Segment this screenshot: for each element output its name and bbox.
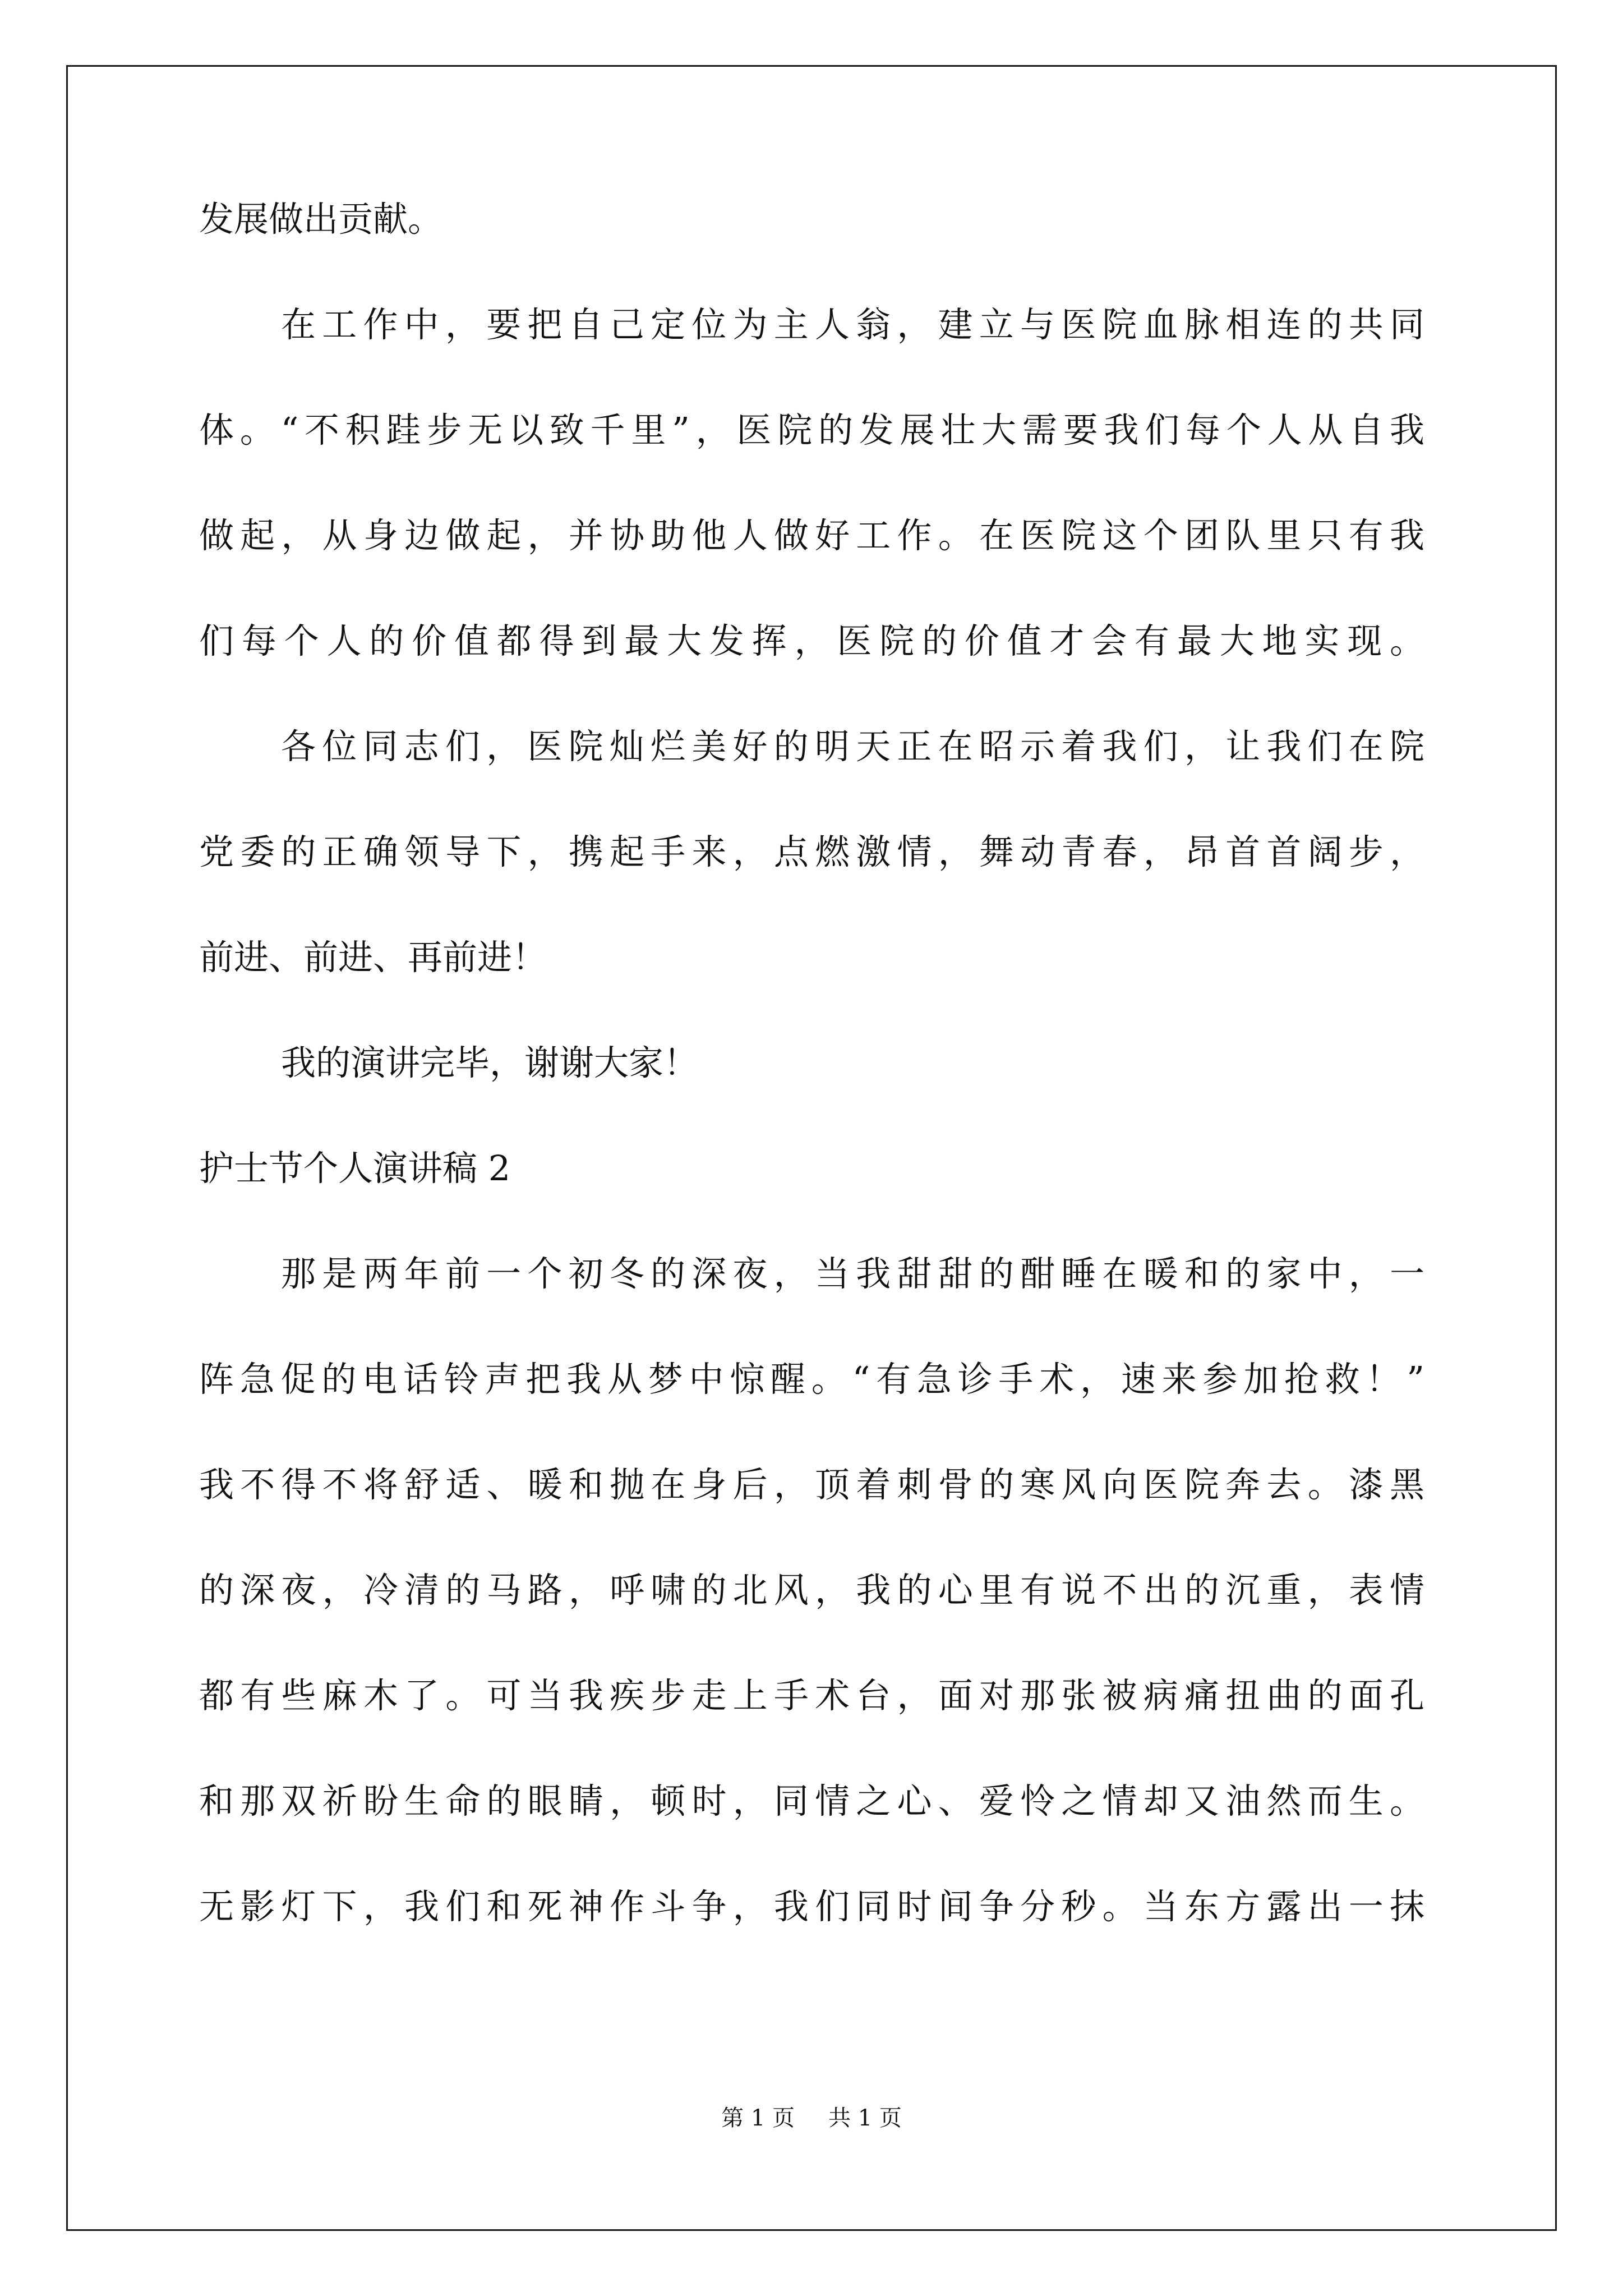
text-line: 党委的正确领导下，携起手来，点燃激情，舞动青春，昂首首阔步， (199, 831, 1424, 872)
text-line: 发展做出贡献。 (199, 199, 443, 240)
text-line: 阵急促的电话铃声把我从梦中惊醒。“有急诊手术，速来参加抢救！” (199, 1359, 1424, 1400)
text-line: 做起，从身边做起，并协助他人做好工作。在医院这个团队里只有我 (199, 515, 1424, 556)
page-number: 第 1 页 (721, 2105, 795, 2131)
page-footer (0, 2107, 1623, 2129)
text-line: 体。“不积跬步无以致千里”，医院的发展壮大需要我们每个人从自我 (199, 409, 1424, 450)
text-line: 都有些麻木了。可当我疾步走上手术台，面对那张被病痛扭曲的面孔 (199, 1675, 1424, 1716)
page-total: 共 1 页 (828, 2105, 902, 2131)
text-line: 的深夜，冷清的马路，呼啸的北风，我的心里有说不出的沉重，表情 (199, 1570, 1424, 1611)
text-line: 无影灯下，我们和死神作斗争，我们同时间争分秒。当东方露出一抹 (199, 1886, 1424, 1927)
text-line: 在工作中，要把自己定位为主人翁，建立与医院血脉相连的共同 (281, 304, 1424, 345)
text-line: 们每个人的价值都得到最大发挥，医院的价值才会有最大地实现。 (199, 620, 1424, 661)
text-line: 我的演讲完毕，谢谢大家！ (281, 1042, 699, 1083)
text-line: 和那双祈盼生命的眼睛，顿时，同情之心、爱怜之情却又油然而生。 (199, 1780, 1424, 1821)
text-line: 我不得不将舒适、暖和抛在身后，顶着刺骨的寒风向医院奔去。漆黑 (199, 1464, 1424, 1505)
text-line: 前进、前进、再前进！ (199, 937, 547, 978)
document-body (199, 199, 1424, 1995)
text-line: 那是两年前一个初冬的深夜，当我甜甜的酣睡在暖和的家中，一 (281, 1253, 1424, 1294)
text-line: 各位同志们，医院灿烂美好的明天正在昭示着我们，让我们在院 (281, 726, 1424, 767)
section-heading: 护士节个人演讲稿 2 (199, 1148, 511, 1189)
